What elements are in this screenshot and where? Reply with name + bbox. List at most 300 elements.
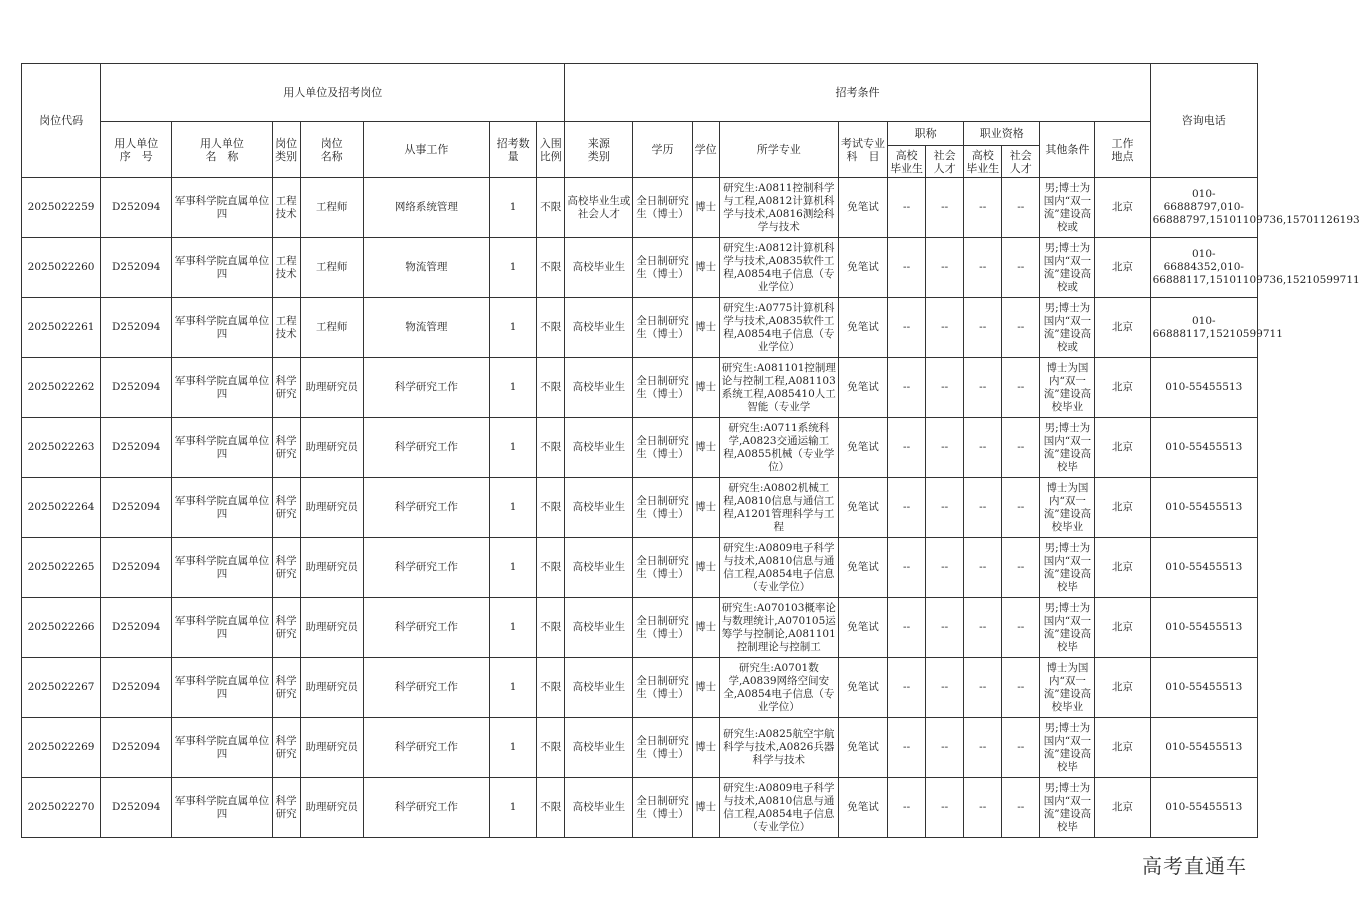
table-row xyxy=(22,178,1258,238)
cell-title-social xyxy=(926,178,964,238)
header-unit-seq: 用人单位 序 号 xyxy=(101,122,172,178)
cell-source xyxy=(565,238,633,298)
cell-qual-grad-text: -- xyxy=(979,441,987,453)
cell-location-text: 北京 xyxy=(1112,381,1134,393)
cell-unit-name xyxy=(172,358,272,418)
cell-count xyxy=(490,718,537,778)
cell-education xyxy=(633,358,692,418)
cell-qual-grad-text: -- xyxy=(979,201,987,213)
cell-title-social xyxy=(926,658,964,718)
cell-qual-social xyxy=(1002,538,1040,598)
cell-phone-text: 010-55455513 xyxy=(1165,381,1243,393)
header-title-grad: 高校 毕业生 xyxy=(888,146,926,178)
cell-qual-grad-text: -- xyxy=(979,801,987,813)
cell-count-text: 1 xyxy=(509,201,517,213)
cell-phone xyxy=(1150,718,1257,778)
cell-degree-text: 博士 xyxy=(695,741,717,753)
cell-unit-name xyxy=(172,238,272,298)
cell-education xyxy=(633,778,692,838)
cell-post-name xyxy=(300,718,363,778)
header-title-group: 职称 xyxy=(888,122,964,146)
cell-exam xyxy=(838,598,887,658)
cell-title-grad-text: -- xyxy=(903,801,911,813)
cell-post-name-text: 助理研究员 xyxy=(305,741,358,753)
cell-unit-seq xyxy=(101,778,172,838)
cell-education-text: 全日制研究生（博士） xyxy=(636,614,689,640)
cell-unit-seq xyxy=(101,598,172,658)
cell-degree-text: 博士 xyxy=(695,561,717,573)
cell-title-grad xyxy=(888,298,926,358)
cell-title-grad-text: -- xyxy=(903,381,911,393)
cell-source-text: 高校毕业生 xyxy=(572,381,626,393)
cell-location-text: 北京 xyxy=(1112,501,1134,513)
cell-qual-social-text: -- xyxy=(1017,381,1025,393)
cell-qual-grad xyxy=(964,478,1002,538)
cell-qual-social-text: -- xyxy=(1017,741,1025,753)
cell-education-text: 全日制研究生（博士） xyxy=(636,194,689,220)
cell-unit-name-text: 军事科学院直属单位四 xyxy=(174,674,270,700)
cell-education xyxy=(633,718,692,778)
table-row xyxy=(22,298,1258,358)
cell-education-text: 全日制研究生（博士） xyxy=(636,374,689,400)
cell-degree xyxy=(692,658,719,718)
cell-other-text: 博士为国内“双一流”建设高校毕业 xyxy=(1043,661,1092,713)
cell-major-text: 研究生:A0811控制科学与工程,A0812计算机科学与技术,A0816测绘科学与技术 xyxy=(723,181,835,233)
cell-title-grad-text: -- xyxy=(903,561,911,573)
cell-other xyxy=(1040,658,1095,718)
cell-count-text: 1 xyxy=(509,261,517,273)
cell-title-grad-text: -- xyxy=(903,321,911,333)
cell-major xyxy=(719,718,838,778)
cell-phone-text: 010-66888117,15210599711 xyxy=(1152,314,1283,340)
cell-unit-name xyxy=(172,658,272,718)
cell-degree-text: 博士 xyxy=(695,321,717,333)
cell-title-social-text: -- xyxy=(941,561,949,573)
cell-unit-name xyxy=(172,178,272,238)
cell-degree xyxy=(692,178,719,238)
cell-code xyxy=(22,598,101,658)
cell-source-text: 高校毕业生 xyxy=(572,501,626,513)
cell-other xyxy=(1040,298,1095,358)
cell-unit-seq xyxy=(101,178,172,238)
cell-education-text: 全日制研究生（博士） xyxy=(636,734,689,760)
cell-duty xyxy=(363,238,489,298)
cell-ratio-text: 不限 xyxy=(540,321,562,333)
header-education: 学历 xyxy=(633,122,692,178)
cell-degree xyxy=(692,718,719,778)
cell-post-type-text: 科学研究 xyxy=(275,734,297,760)
cell-phone xyxy=(1150,778,1257,838)
cell-exam xyxy=(838,658,887,718)
cell-unit-name xyxy=(172,778,272,838)
cell-exam-text: 免笔试 xyxy=(847,321,879,333)
cell-qual-social xyxy=(1002,658,1040,718)
cell-count xyxy=(490,358,537,418)
cell-education xyxy=(633,418,692,478)
cell-location xyxy=(1095,598,1150,658)
cell-ratio xyxy=(537,298,565,358)
cell-unit-seq xyxy=(101,358,172,418)
table-row xyxy=(22,778,1258,838)
cell-ratio xyxy=(537,538,565,598)
cell-duty-text: 科学研究工作 xyxy=(394,621,458,633)
cell-phone-text: 010-66884352,010-66888117,15101109736,15210599711 xyxy=(1152,248,1360,286)
cell-code xyxy=(22,418,101,478)
cell-source-text: 高校毕业生 xyxy=(572,801,626,813)
cell-unit-seq xyxy=(101,718,172,778)
cell-qual-social-text: -- xyxy=(1017,201,1025,213)
cell-unit-seq-text: D252094 xyxy=(111,621,161,633)
cell-source-text: 高校毕业生 xyxy=(572,621,626,633)
cell-location-text: 北京 xyxy=(1112,681,1134,693)
header-ratio: 入围 比例 xyxy=(537,122,565,178)
cell-phone xyxy=(1150,178,1360,238)
cell-count-text: 1 xyxy=(509,801,517,813)
cell-unit-name-text: 军事科学院直属单位四 xyxy=(174,194,270,220)
cell-other xyxy=(1040,178,1095,238)
cell-title-grad xyxy=(888,658,926,718)
cell-count xyxy=(490,478,537,538)
cell-unit-name-text: 军事科学院直属单位四 xyxy=(174,434,270,460)
cell-degree xyxy=(692,478,719,538)
cell-education-text: 全日制研究生（博士） xyxy=(636,674,689,700)
cell-post-name xyxy=(300,598,363,658)
cell-post-type-text: 工程技术 xyxy=(275,254,297,280)
cell-post-name-text: 助理研究员 xyxy=(305,501,358,513)
cell-qual-grad xyxy=(964,778,1002,838)
cell-count-text: 1 xyxy=(509,681,517,693)
cell-title-grad-text: -- xyxy=(903,681,911,693)
cell-location xyxy=(1095,298,1150,358)
cell-code-text: 2025022270 xyxy=(27,801,95,813)
header-unit-name: 用人单位 名 称 xyxy=(172,122,272,178)
cell-education-text: 全日制研究生（博士） xyxy=(636,554,689,580)
cell-qual-social-text: -- xyxy=(1017,321,1025,333)
cell-post-type xyxy=(272,358,300,418)
cell-unit-seq-text: D252094 xyxy=(111,741,161,753)
cell-title-social xyxy=(926,718,964,778)
cell-source xyxy=(565,178,633,238)
header-phone: 咨询电话 xyxy=(1150,64,1257,178)
cell-code xyxy=(22,358,101,418)
cell-duty xyxy=(363,538,489,598)
cell-post-name xyxy=(300,358,363,418)
cell-exam-text: 免笔试 xyxy=(847,261,879,273)
cell-post-type xyxy=(272,418,300,478)
cell-qual-grad xyxy=(964,178,1002,238)
cell-post-name-text: 助理研究员 xyxy=(305,801,358,813)
cell-ratio-text: 不限 xyxy=(540,501,562,513)
cell-post-name-text: 工程师 xyxy=(315,261,348,273)
cell-duty-text: 科学研究工作 xyxy=(394,501,458,513)
cell-other-text: 博士为国内“双一流”建设高校毕业 xyxy=(1043,481,1092,533)
cell-other-text: 男;博士为国内“双一流”建设高校或 xyxy=(1043,301,1092,353)
cell-title-social-text: -- xyxy=(941,681,949,693)
cell-post-type-text: 科学研究 xyxy=(275,794,297,820)
cell-title-social-text: -- xyxy=(941,741,949,753)
cell-duty xyxy=(363,358,489,418)
cell-count-text: 1 xyxy=(509,621,517,633)
cell-major xyxy=(719,658,838,718)
cell-source-text: 高校毕业生 xyxy=(572,681,626,693)
cell-major-text: 研究生:A0775计算机科学与技术,A0835软件工程,A0854电子信息（专业学位） xyxy=(723,301,835,353)
table-row xyxy=(22,538,1258,598)
cell-post-name xyxy=(300,238,363,298)
cell-other-text: 男;博士为国内“双一流”建设高校毕 xyxy=(1043,601,1092,653)
cell-major xyxy=(719,178,838,238)
cell-unit-name xyxy=(172,298,272,358)
cell-degree xyxy=(692,538,719,598)
cell-exam xyxy=(838,538,887,598)
cell-exam-text: 免笔试 xyxy=(847,201,879,213)
cell-location-text: 北京 xyxy=(1112,801,1134,813)
cell-qual-grad-text: -- xyxy=(979,681,987,693)
cell-post-name xyxy=(300,418,363,478)
cell-duty xyxy=(363,778,489,838)
cell-ratio xyxy=(537,778,565,838)
cell-source xyxy=(565,658,633,718)
cell-post-type xyxy=(272,658,300,718)
cell-qual-social-text: -- xyxy=(1017,501,1025,513)
header-qual-social: 社会 人才 xyxy=(1002,146,1040,178)
cell-ratio-text: 不限 xyxy=(540,201,562,213)
cell-title-grad xyxy=(888,538,926,598)
cell-ratio xyxy=(537,658,565,718)
cell-post-name xyxy=(300,478,363,538)
cell-exam-text: 免笔试 xyxy=(847,621,879,633)
cell-post-name-text: 助理研究员 xyxy=(305,681,358,693)
cell-post-name xyxy=(300,298,363,358)
cell-ratio xyxy=(537,478,565,538)
cell-phone xyxy=(1150,298,1283,358)
header-work-location: 工作 地点 xyxy=(1095,122,1150,178)
cell-count xyxy=(490,598,537,658)
cell-phone xyxy=(1150,238,1360,298)
table-row xyxy=(22,718,1258,778)
cell-degree-text: 博士 xyxy=(695,261,717,273)
cell-education xyxy=(633,238,692,298)
header-conditions-group: 招考条件 xyxy=(565,64,1150,122)
cell-duty xyxy=(363,598,489,658)
cell-post-type-text: 科学研究 xyxy=(275,374,297,400)
cell-location xyxy=(1095,358,1150,418)
header-degree: 学位 xyxy=(692,122,719,178)
cell-qual-social xyxy=(1002,178,1040,238)
cell-post-type-text: 科学研究 xyxy=(275,614,297,640)
cell-education xyxy=(633,538,692,598)
cell-exam-text: 免笔试 xyxy=(847,681,879,693)
cell-duty-text: 物流管理 xyxy=(405,261,448,273)
cell-exam-text: 免笔试 xyxy=(847,501,879,513)
cell-unit-seq xyxy=(101,658,172,718)
cell-major xyxy=(719,358,838,418)
cell-count xyxy=(490,778,537,838)
cell-ratio xyxy=(537,238,565,298)
cell-major xyxy=(719,478,838,538)
cell-post-type xyxy=(272,298,300,358)
cell-title-social-text: -- xyxy=(941,801,949,813)
cell-phone-text: 010-55455513 xyxy=(1165,681,1243,693)
cell-location-text: 北京 xyxy=(1112,261,1134,273)
cell-ratio-text: 不限 xyxy=(540,561,562,573)
cell-unit-name xyxy=(172,718,272,778)
header-other: 其他条件 xyxy=(1040,122,1095,178)
cell-location-text: 北京 xyxy=(1112,741,1134,753)
cell-phone xyxy=(1150,358,1257,418)
cell-post-name-text: 助理研究员 xyxy=(305,561,358,573)
cell-duty-text: 科学研究工作 xyxy=(394,381,458,393)
cell-unit-seq-text: D252094 xyxy=(111,381,161,393)
cell-title-grad-text: -- xyxy=(903,201,911,213)
cell-post-type xyxy=(272,478,300,538)
cell-post-name-text: 工程师 xyxy=(315,321,348,333)
cell-duty-text: 科学研究工作 xyxy=(394,741,458,753)
cell-degree-text: 博士 xyxy=(695,621,717,633)
cell-other xyxy=(1040,718,1095,778)
cell-title-social xyxy=(926,298,964,358)
cell-unit-seq-text: D252094 xyxy=(111,441,161,453)
cell-unit-seq-text: D252094 xyxy=(111,681,161,693)
cell-code xyxy=(22,478,101,538)
cell-duty-text: 科学研究工作 xyxy=(394,681,458,693)
cell-duty xyxy=(363,418,489,478)
cell-code-text: 2025022260 xyxy=(27,261,95,273)
cell-title-social-text: -- xyxy=(941,441,949,453)
cell-exam xyxy=(838,178,887,238)
header-source: 来源 类别 xyxy=(565,122,633,178)
table-row xyxy=(22,358,1258,418)
cell-major-text: 研究生:A0802机械工程,A0810信息与通信工程,A1201管理科学与工程 xyxy=(723,481,835,533)
cell-qual-social-text: -- xyxy=(1017,561,1025,573)
cell-title-grad-text: -- xyxy=(903,741,911,753)
cell-phone xyxy=(1150,598,1257,658)
cell-unit-seq xyxy=(101,238,172,298)
cell-location xyxy=(1095,718,1150,778)
cell-qual-social xyxy=(1002,298,1040,358)
recruitment-table xyxy=(21,63,1360,838)
cell-ratio-text: 不限 xyxy=(540,621,562,633)
cell-other xyxy=(1040,358,1095,418)
cell-phone-text: 010-55455513 xyxy=(1165,561,1243,573)
cell-post-type-text: 工程技术 xyxy=(275,314,297,340)
cell-exam-text: 免笔试 xyxy=(847,741,879,753)
cell-unit-seq-text: D252094 xyxy=(111,561,161,573)
cell-ratio-text: 不限 xyxy=(540,261,562,273)
cell-duty-text: 物流管理 xyxy=(405,321,448,333)
cell-unit-name xyxy=(172,538,272,598)
cell-major-text: 研究生:A0812计算机科学与技术,A0835软件工程,A0854电子信息（专业学位） xyxy=(723,241,835,293)
cell-other-text: 男;博士为国内“双一流”建设高校毕 xyxy=(1043,721,1092,773)
cell-degree xyxy=(692,418,719,478)
cell-title-grad xyxy=(888,358,926,418)
cell-title-social xyxy=(926,538,964,598)
cell-unit-seq-text: D252094 xyxy=(111,261,161,273)
cell-degree xyxy=(692,298,719,358)
cell-source-text: 高校毕业生 xyxy=(572,321,626,333)
cell-post-type xyxy=(272,178,300,238)
cell-count xyxy=(490,178,537,238)
cell-exam xyxy=(838,358,887,418)
cell-qual-social-text: -- xyxy=(1017,261,1025,273)
cell-education-text: 全日制研究生（博士） xyxy=(636,794,689,820)
header-major: 所学专业 xyxy=(719,122,838,178)
cell-source xyxy=(565,478,633,538)
cell-source-text: 高校毕业生 xyxy=(572,441,626,453)
cell-degree xyxy=(692,778,719,838)
cell-title-social-text: -- xyxy=(941,381,949,393)
cell-degree xyxy=(692,238,719,298)
table-row xyxy=(22,598,1258,658)
cell-education-text: 全日制研究生（博士） xyxy=(636,254,689,280)
cell-unit-seq xyxy=(101,478,172,538)
cell-degree-text: 博士 xyxy=(695,441,717,453)
cell-title-social-text: -- xyxy=(941,501,949,513)
cell-code-text: 2025022266 xyxy=(27,621,95,633)
cell-post-name-text: 助理研究员 xyxy=(305,441,358,453)
cell-unit-name-text: 军事科学院直属单位四 xyxy=(174,494,270,520)
cell-unit-name-text: 军事科学院直属单位四 xyxy=(174,314,270,340)
cell-qual-grad xyxy=(964,298,1002,358)
cell-post-type xyxy=(272,238,300,298)
cell-location xyxy=(1095,778,1150,838)
cell-unit-name-text: 军事科学院直属单位四 xyxy=(174,374,270,400)
cell-ratio-text: 不限 xyxy=(540,381,562,393)
cell-post-type-text: 科学研究 xyxy=(275,674,297,700)
cell-unit-seq-text: D252094 xyxy=(111,321,161,333)
cell-education-text: 全日制研究生（博士） xyxy=(636,314,689,340)
cell-major-text: 研究生:A0825航空宇航科学与技术,A0826兵器科学与技术 xyxy=(723,728,835,766)
cell-qual-grad xyxy=(964,418,1002,478)
cell-qual-social-text: -- xyxy=(1017,681,1025,693)
cell-ratio xyxy=(537,178,565,238)
cell-unit-name xyxy=(172,478,272,538)
cell-count-text: 1 xyxy=(509,741,517,753)
table-row xyxy=(22,478,1258,538)
cell-count-text: 1 xyxy=(509,321,517,333)
cell-post-name xyxy=(300,778,363,838)
cell-title-grad-text: -- xyxy=(903,441,911,453)
cell-other xyxy=(1040,418,1095,478)
cell-duty xyxy=(363,298,489,358)
cell-education xyxy=(633,298,692,358)
cell-qual-grad xyxy=(964,718,1002,778)
cell-count xyxy=(490,418,537,478)
cell-degree xyxy=(692,598,719,658)
cell-title-social xyxy=(926,238,964,298)
cell-qual-social xyxy=(1002,358,1040,418)
cell-major-text: 研究生:A081101控制理论与控制工程,A081103系统工程,A085410人工智能（专业学 xyxy=(721,361,836,413)
cell-title-social xyxy=(926,478,964,538)
cell-code-text: 2025022265 xyxy=(27,561,95,573)
cell-major xyxy=(719,598,838,658)
cell-unit-seq xyxy=(101,418,172,478)
cell-source-text: 高校毕业生 xyxy=(572,261,626,273)
cell-count-text: 1 xyxy=(509,501,517,513)
cell-location-text: 北京 xyxy=(1112,621,1134,633)
cell-unit-name xyxy=(172,418,272,478)
cell-code-text: 2025022262 xyxy=(27,381,95,393)
cell-exam xyxy=(838,298,887,358)
cell-title-social-text: -- xyxy=(941,321,949,333)
cell-duty-text: 网络系统管理 xyxy=(394,201,458,213)
cell-code-text: 2025022269 xyxy=(27,741,95,753)
cell-title-social xyxy=(926,358,964,418)
cell-ratio xyxy=(537,418,565,478)
cell-title-social xyxy=(926,598,964,658)
cell-major xyxy=(719,778,838,838)
cell-exam-text: 免笔试 xyxy=(847,801,879,813)
cell-unit-name xyxy=(172,598,272,658)
